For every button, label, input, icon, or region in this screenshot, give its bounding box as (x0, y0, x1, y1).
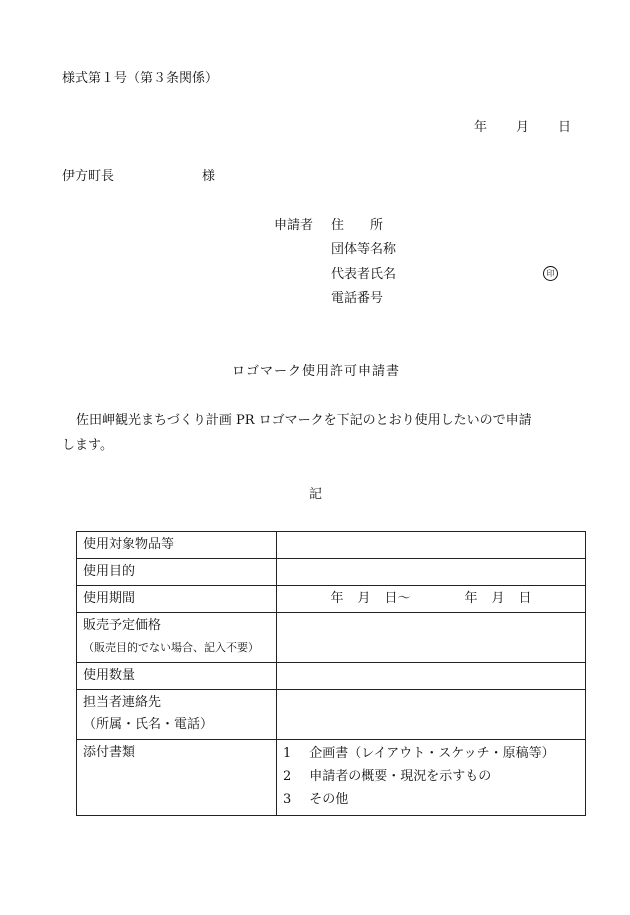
table-row (77, 690, 586, 740)
attachment-item (283, 788, 579, 811)
attachment-text: その他 (309, 791, 349, 807)
period-start-month: 月 (357, 591, 371, 606)
application-table (76, 531, 586, 816)
value-purpose[interactable] (277, 559, 586, 586)
row-label-target-items: 使用対象物品等 (77, 532, 277, 559)
row-label-contact (77, 690, 277, 740)
attachment-text: 申請者の概要・現況を示すもの (309, 768, 492, 784)
row-label-quantity: 使用数量 (77, 663, 277, 690)
addressee-name: 伊方町長 (62, 169, 115, 184)
attachment-number: 3 (283, 791, 292, 807)
value-period[interactable] (277, 586, 586, 613)
period-end-month: 月 (491, 591, 505, 606)
value-attachments (277, 740, 586, 816)
row-label-attachments: 添付書類 (77, 740, 277, 816)
seal-mark: 印 (543, 266, 558, 281)
applicant-rep-name-label: 代表者氏名 (331, 267, 397, 282)
applicant-label: 申請者 (274, 218, 314, 233)
applicant-address-label: 住 所 (331, 218, 384, 233)
attachment-text: 企画書（レイアウト・スケッチ・原稿等） (309, 745, 555, 761)
contact-note: （所属・氏名・電話） (83, 717, 214, 732)
row-label-purpose: 使用目的 (77, 559, 277, 586)
date-year-label: 年 (474, 120, 488, 135)
table-row (77, 559, 586, 586)
table-row (77, 586, 586, 613)
period-start-day: 日〜 (384, 591, 411, 606)
table-row (77, 613, 586, 663)
table-row (77, 663, 586, 690)
period-end-year: 年 (464, 591, 478, 606)
table-row (77, 740, 586, 816)
addressee-honorific: 様 (202, 169, 216, 184)
ki-heading: 記 (309, 487, 323, 502)
value-price[interactable] (277, 613, 586, 663)
period-fields (283, 590, 579, 608)
row-label-period: 使用期間 (77, 586, 277, 613)
price-label: 販売予定価格 (83, 618, 162, 633)
value-contact[interactable] (277, 690, 586, 740)
date-month-label: 月 (516, 120, 530, 135)
form-number: 様式第１号（第３条関係） (62, 71, 219, 86)
attachment-item (283, 765, 579, 788)
value-target-items[interactable] (277, 532, 586, 559)
applicant-org-name-label: 団体等名称 (331, 242, 397, 257)
attachment-item (283, 742, 579, 765)
attachment-number: 1 (283, 745, 292, 761)
price-note: （販売目的でない場合、記入不要） (83, 641, 259, 654)
period-start-year: 年 (330, 591, 344, 606)
applicant-phone-label: 電話番号 (331, 291, 384, 306)
row-label-price (77, 613, 277, 663)
document-title: ロゴマーク使用許可申請書 (232, 364, 401, 379)
contact-label: 担当者連絡先 (83, 695, 162, 710)
value-quantity[interactable] (277, 663, 586, 690)
table-row (77, 532, 586, 559)
period-end-day: 日 (518, 591, 532, 606)
body-text-line1: 佐田岬観光まちづくり計画 PR ロゴマークを下記のとおり使用したいので申請 (76, 413, 532, 428)
body-text-line2: します。 (62, 438, 113, 453)
attachment-number: 2 (283, 768, 292, 784)
date-day-label: 日 (558, 120, 572, 135)
